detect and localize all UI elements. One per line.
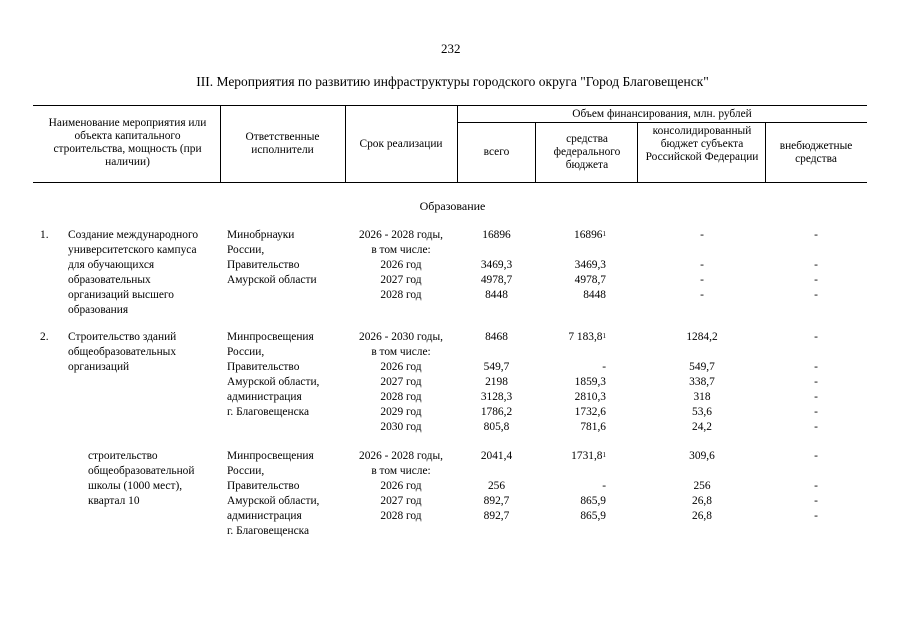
cell-offbudget: - <box>814 391 818 403</box>
cell-total: 8468 <box>485 331 508 343</box>
cell-federal: - <box>602 480 606 492</box>
header-executors: Ответственные исполнители <box>245 131 320 156</box>
header-sub-rule <box>457 122 867 123</box>
cell-offbudget: - <box>814 376 818 388</box>
col-divider-5 <box>637 122 638 182</box>
header-offbudget: внебюджетные средства <box>779 140 853 165</box>
cell-total: 8448 <box>485 289 508 301</box>
header-total: всего <box>483 146 510 158</box>
cell-name: для обучающихся <box>68 259 155 271</box>
cell-offbudget: - <box>814 361 818 373</box>
cell-total: 1786,2 <box>480 406 513 418</box>
header-name: Наименование мероприятия или объекта капитального строительства, мощность (при наличии) <box>48 117 207 168</box>
cell-executors: Минпросвещения <box>227 331 314 343</box>
cell-federal: 7 183,8$^1$ <box>568 331 606 343</box>
cell-federal: 1731,8$^1$ <box>571 450 606 462</box>
cell-executors: Амурской области <box>227 274 317 286</box>
cell-regional: - <box>700 229 704 241</box>
section-title: Образование <box>419 199 486 213</box>
footnote-marker: 1 <box>602 451 606 459</box>
cell-period: 2026 год <box>380 480 422 492</box>
cell-offbudget: - <box>814 259 818 271</box>
cell-total: 2198 <box>485 376 508 388</box>
cell-total: 2041,4 <box>480 450 513 462</box>
cell-federal: 2810,3 <box>574 391 606 403</box>
col-divider-4 <box>535 122 536 182</box>
cell-federal: 781,6 <box>580 421 606 433</box>
cell-period: в том числе: <box>371 244 431 256</box>
cell-federal: 3469,3 <box>574 259 606 271</box>
cell-regional: 338,7 <box>689 376 715 388</box>
cell-num: 2. <box>40 331 49 343</box>
cell-total: 892,7 <box>483 510 510 522</box>
cell-period: 2026 год <box>380 361 422 373</box>
cell-offbudget: - <box>814 450 818 462</box>
cell-name: образования <box>68 304 129 316</box>
cell-name: Строительство зданий <box>68 331 177 343</box>
col-divider-1 <box>220 105 221 182</box>
cell-offbudget: - <box>814 406 818 418</box>
col-divider-3 <box>457 105 458 182</box>
cell-period: 2027 год <box>380 495 422 507</box>
cell-federal: 4978,7 <box>574 274 606 286</box>
cell-total: 3128,3 <box>480 391 513 403</box>
cell-total: 256 <box>487 480 506 492</box>
cell-name: школы (1000 мест), <box>88 480 183 492</box>
cell-regional: 24,2 <box>692 421 712 433</box>
cell-executors: России, <box>227 465 265 477</box>
header-bottom-rule <box>33 182 867 183</box>
cell-regional: - <box>700 274 704 286</box>
cell-executors: Минобрнауки <box>227 229 295 241</box>
cell-total: 4978,7 <box>480 274 513 286</box>
footnote-marker: 1 <box>602 230 606 238</box>
cell-executors: Правительство <box>227 259 300 271</box>
cell-regional: 26,8 <box>692 510 712 522</box>
cell-regional: 549,7 <box>689 361 715 373</box>
cell-federal: 865,9 <box>580 510 606 522</box>
cell-federal: 16896$^1$ <box>574 229 606 241</box>
cell-num: 1. <box>40 229 49 241</box>
cell-regional: 318 <box>693 391 711 403</box>
cell-executors: Минпросвещения <box>227 450 314 462</box>
cell-executors: администрация <box>227 510 302 522</box>
cell-offbudget: - <box>814 331 818 343</box>
cell-period: 2026 - 2030 годы, <box>359 331 443 343</box>
cell-regional: 309,6 <box>689 450 715 462</box>
cell-name: Создание международного <box>68 229 199 241</box>
cell-federal: 8448 <box>583 289 606 301</box>
cell-executors: г. Благовещенска <box>227 406 310 418</box>
col-divider-6 <box>765 122 766 182</box>
cell-offbudget: - <box>814 510 818 522</box>
cell-regional: 256 <box>693 480 711 492</box>
cell-offbudget: - <box>814 274 818 286</box>
cell-period: в том числе: <box>371 465 431 477</box>
cell-total: 549,7 <box>483 361 510 373</box>
cell-name: образовательных <box>68 274 151 286</box>
cell-offbudget: - <box>814 480 818 492</box>
cell-name: квартал 10 <box>88 495 140 507</box>
cell-regional: 1284,2 <box>686 331 718 343</box>
cell-executors: г. Благовещенска <box>227 525 310 537</box>
header-period: Срок реализации <box>359 138 443 150</box>
cell-period: 2028 год <box>380 391 422 403</box>
cell-offbudget: - <box>814 421 818 433</box>
cell-executors: России, <box>227 244 265 256</box>
cell-period: 2027 год <box>380 376 422 388</box>
cell-regional: 53,6 <box>692 406 712 418</box>
cell-period: 2026 - 2028 годы, <box>359 229 443 241</box>
cell-total: 805,8 <box>483 421 510 433</box>
cell-period: 2027 год <box>380 274 422 286</box>
table-top-rule <box>33 105 867 106</box>
footnote-marker: 1 <box>602 332 606 340</box>
cell-regional: - <box>700 259 704 271</box>
page-number: 232 <box>441 41 461 56</box>
cell-total: 16896 <box>482 229 511 241</box>
cell-federal: 1732,6 <box>574 406 606 418</box>
cell-offbudget: - <box>814 495 818 507</box>
cell-total: 3469,3 <box>480 259 513 271</box>
cell-regional: - <box>700 289 704 301</box>
cell-name: организаций высшего <box>68 289 174 301</box>
cell-period: 2026 год <box>380 259 422 271</box>
cell-period: 2029 год <box>380 406 422 418</box>
cell-period: 2026 - 2028 годы, <box>359 450 443 462</box>
cell-executors: Правительство <box>227 361 300 373</box>
cell-executors: Амурской области, <box>227 376 320 388</box>
cell-name: общеобразовательных <box>68 346 177 358</box>
cell-executors: администрация <box>227 391 302 403</box>
cell-total: 892,7 <box>483 495 510 507</box>
header-federal: средства федерального бюджета <box>553 133 621 171</box>
cell-executors: Правительство <box>227 480 300 492</box>
cell-regional: 26,8 <box>692 495 712 507</box>
cell-executors: Амурской области, <box>227 495 320 507</box>
cell-period: в том числе: <box>371 346 431 358</box>
cell-period: 2028 год <box>380 510 422 522</box>
cell-period: 2028 год <box>380 289 422 301</box>
cell-executors: России, <box>227 346 265 358</box>
cell-federal: - <box>602 361 606 373</box>
header-funding-group: Объем финансирования, млн. рублей <box>572 108 752 120</box>
header-regional: консолидированный бюджет субъекта Российской Федерации <box>645 125 759 163</box>
cell-federal: 865,9 <box>580 495 606 507</box>
cell-period: 2030 год <box>380 421 422 433</box>
col-divider-2 <box>345 105 346 182</box>
cell-name: университетского кампуса <box>68 244 197 256</box>
page-title: III. Мероприятия по развитию инфраструктуры городского округа "Город Благовещенск" <box>196 74 709 89</box>
cell-offbudget: - <box>814 289 818 301</box>
cell-name: организаций <box>68 361 130 373</box>
cell-name: общеобразовательной <box>88 465 195 477</box>
cell-federal: 1859,3 <box>574 376 606 388</box>
cell-name: строительство <box>88 450 158 462</box>
cell-offbudget: - <box>814 229 818 241</box>
